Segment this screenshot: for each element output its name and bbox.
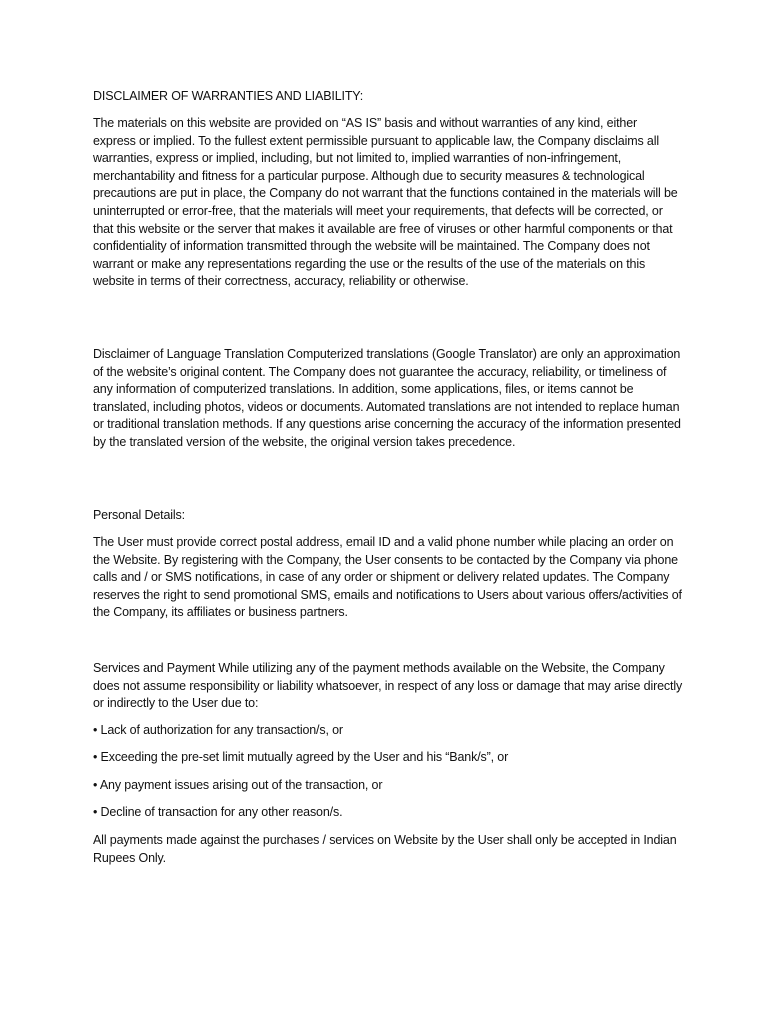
warranties-paragraph: The materials on this website are provided on “AS IS” basis and without warranties of any kind, either express or implied. To the fullest extent permissible pursuant to applicable law, the Company disclaims all warranties, express or implied, including, but not limited to, implied warranties of non-infringement, merchantability and fitness for a particular purpose. Although due to security measures & technological precautions are put in place, the Company do not warrant that the functions contained in the materials will be uninterrupted or error-free, that the materials will meet your requirements, that defects will be corrected, or that this website or the server that makes it available are free of viruses or other harmful components or that confidentiality of information transmitted through the website will be maintained. The Company does not warrant or make any representations regarding the use or the results of the use of the materials on this website in terms of their correctness, accuracy, reliability or otherwise. [93, 116, 678, 289]
bullet-item: • Exceeding the pre-set limit mutually agreed by the User and his “Bank/s”, or [93, 750, 509, 764]
personal-details-heading: Personal Details: [93, 508, 185, 522]
translation-disclaimer-paragraph: Disclaimer of Language Translation Computerized translations (Google Translator) are only an approximation of the website’s original content. The Company does not guarantee the accuracy, reliability, or timeliness of any information of computerized translations. In addition, some applications, files, or items cannot be translated, including photos, videos or documents. Automated translations are not intended to replace human or traditional translation methods. If any questions arise concerning the accuracy of the information presented by the translated version of the website, the original version takes precedence. [93, 347, 681, 449]
personal-details-paragraph: The User must provide correct postal address, email ID and a valid phone number while placing an order on the Website. By registering with the Company, the User consents to be contacted by the Company via phone calls and / or SMS notifications, in case of any order or shipment or delivery related updates. The Company reserves the right to send promotional SMS, emails and notifications to Users about various offers/activities of the Company, its affiliates or business partners. [93, 535, 682, 620]
bullet-item: • Any payment issues arising out of the transaction, or [93, 778, 383, 792]
section-heading-disclaimer: DISCLAIMER OF WARRANTIES AND LIABILITY: [93, 89, 364, 103]
services-payment-paragraph: Services and Payment While utilizing any of the payment methods available on the Website, the Company does not assume responsibility or liability whatsoever, in respect of any loss or damage that may arise directly or indirectly to the User due to: [93, 661, 683, 711]
bullet-item: • Decline of transaction for any other reason/s. [93, 805, 343, 819]
bullet-item: • Lack of authorization for any transaction/s, or [93, 723, 343, 737]
currency-paragraph: All payments made against the purchases / services on Website by the User shall only be accepted in Indian Rupees Only. [93, 833, 677, 865]
